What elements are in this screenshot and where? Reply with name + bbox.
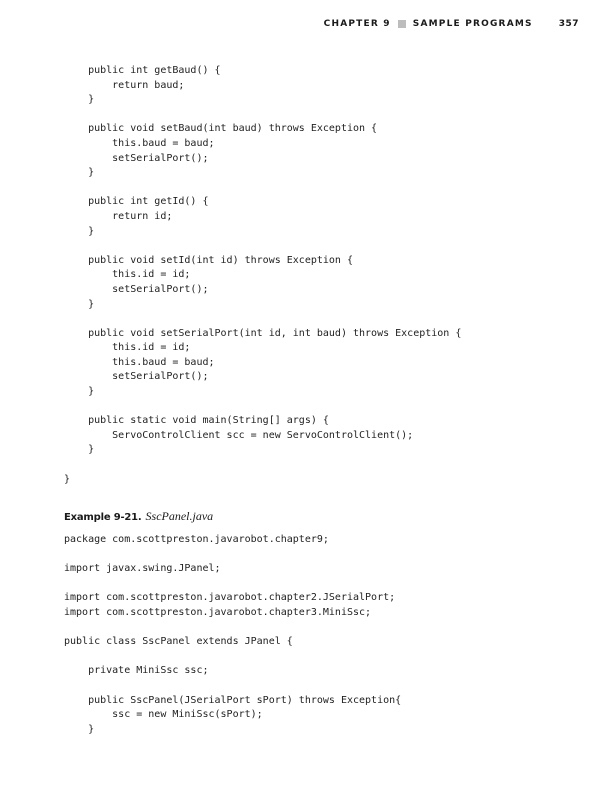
example-label: Example 9-21. <box>64 512 142 523</box>
example-caption <box>64 509 213 524</box>
section-title: SAMPLE PROGRAMS <box>412 19 533 29</box>
running-header <box>324 19 579 29</box>
separator-square-icon <box>398 20 406 28</box>
page-number: 357 <box>558 19 579 29</box>
code-listing-continued: public int getBaud() { return baud; } public void setBaud(int baud) throws Exception { this.baud = baud; setSerialPort(); } public int getId() { return id; } public void setId(int id) throws Exception { this.id = id; setSerialPort(); } public void setSerialPort(int id, int baud) throws Exception { this.id = id; this.baud = baud; setSerialPort(); } public static void main(String[] args) { ServoControlClient scc = new ServoControlClient(); } } <box>64 65 462 485</box>
example-filename: SscPanel.java <box>145 509 214 523</box>
code-listing-sscpanel: package com.scottpreston.javarobot.chapter9; import javax.swing.JPanel; import com.scottpreston.javarobot.chapter2.JSerialPort; import com.scottpreston.javarobot.chapter3.MiniSsc; public class SscPanel extends JPanel { private MiniSsc ssc; public SscPanel(JSerialPort sPort) throws Exception{ ssc = new MiniSsc(sPort); } <box>64 534 402 735</box>
chapter-label: CHAPTER 9 <box>323 19 391 29</box>
